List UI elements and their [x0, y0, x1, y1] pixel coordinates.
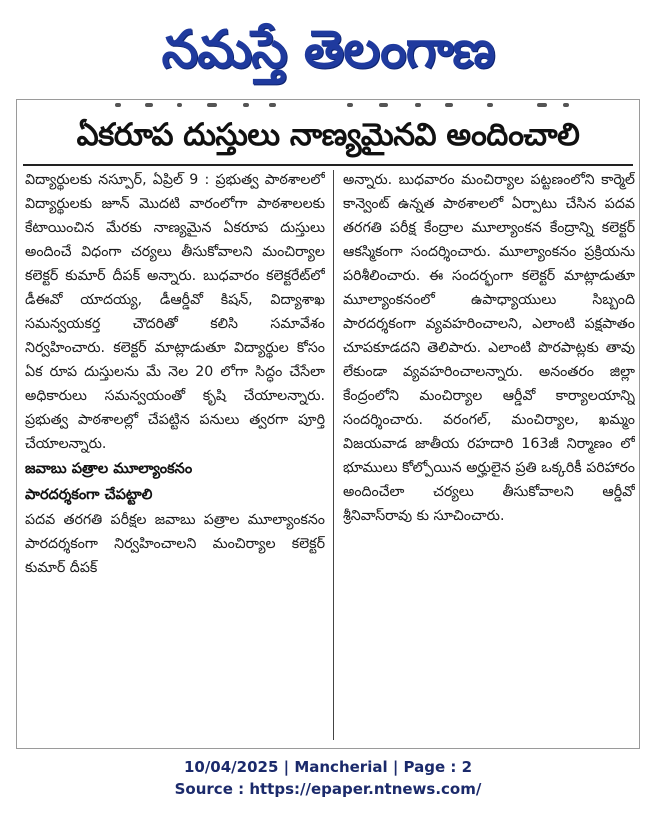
article-lead-paragraph: విద్యార్థులకు నస్పూర్, ఏప్రిల్ 9 : ప్రభుత్వ పాఠశాలలో విద్యార్థులకు జూన్ మొదటి వారంలోగా పాఠశాలలకు కేటాయించిన మేరకు నాణ్యమైన ఏకరూప దుస్తులు అందించే విధంగా చర్యలు తీసుకోవాలని మంచిర్యాల కలెక్టర్ కుమార్ దీపక్ అన్నారు. బుధవారం కలెక్టరేట్‌లో డీఈవో యాదయ్య, డీఆర్డీవో కిషన్, విద్యాశాఖ సమన్వయకర్త చౌదరితో కలిసి సమావేశం నిర్వహించారు. కలెక్టర్ మాట్లాడుతూ విద్యార్థుల కోసం ఏక రూప దుస్తులను మే నెల 20 లోగా సిద్ధం చేసేలా అధికారులు సమన్వయంతో కృషి చేయాలన్నారు. ప్రభుత్వ పాఠశాలల్లో చేపట్టిన పనులు త్వరగా పూర్తి చేయాలన్నారు. — [25, 172, 325, 452]
headline-rule — [23, 164, 633, 166]
article-right-paragraph: అన్నారు. బుధవారం మంచిర్యాల పట్టణంలోని కార్మెల్ కాన్వెంట్ ఉన్నత పాఠశాలలో ఏర్పాటు చేసిన పదవ తరగతి పరీక్ష కేంద్రాల మూల్యాంకన కేంద్రాన్ని కలెక్టర్ ఆకస్మికంగా సందర్శించారు. మూల్యాంకనం ప్రక్రియను పరిశీలించారు. ఈ సందర్భంగా కలెక్టర్ మాట్లాడుతూ మూల్యాంకనంలో ఉపాధ్యాయులు సిబ్బంది పారదర్శకంగా వ్యవహరించాలని, ఎలాంటి పక్షపాతం చూపకూడదని తెలిపారు. ఎలాంటి పొరపాట్లకు తావు లేకుండా వ్యవహరించాలన్నారు. అనంతరం జిల్లా కేంద్రంలోని మంచిర్యాల ఆర్డీవో కార్యాలయాన్ని సందర్శించారు. వరంగల్, మంచిర్యాల, ఖమ్మం విజయవాడ జాతీయ రహదారి 163జీ నిర్మాణం లో భూములు కోల్పోయిన అర్హులైన ప్రతి ఒక్కరికీ పరిహారం అందించేలా చర్యలు తీసుకోవాలని ఆర్డీవో శ్రీనివాస్‌రావు కు సూచించారు. — [343, 172, 635, 524]
article-continuation-paragraph: పదవ తరగతి పరీక్షల జవాబు పత్రాల మూల్యాంకనం పారదర్శకంగా నిర్వహించాలని మంచిర్యాల కలెక్టర్ కుమార్ దీపక్ — [25, 512, 325, 576]
footer-edition-info: 10/04/2025 | Mancherial | Page : 2 — [183, 758, 473, 776]
article-headline: ఏకరూప దుస్తులు నాణ్యమైనవి అందించాలి — [76, 116, 580, 153]
masthead — [0, 0, 656, 98]
article-right-column — [343, 168, 635, 744]
news-clipping — [16, 99, 640, 749]
article-left-column — [25, 168, 325, 744]
article-subhead-line-2: పారదర్శకంగా చేపట్టాలి — [25, 487, 153, 503]
footer-source-link[interactable]: Source : https://epaper.ntnews.com/ — [174, 780, 482, 798]
newspaper-logo: నమస్తే తెలంగాణ — [161, 20, 495, 80]
column-divider — [333, 170, 334, 740]
article-subhead-line-1: జవాబు పత్రాల మూల్యాంకనం — [25, 461, 193, 477]
